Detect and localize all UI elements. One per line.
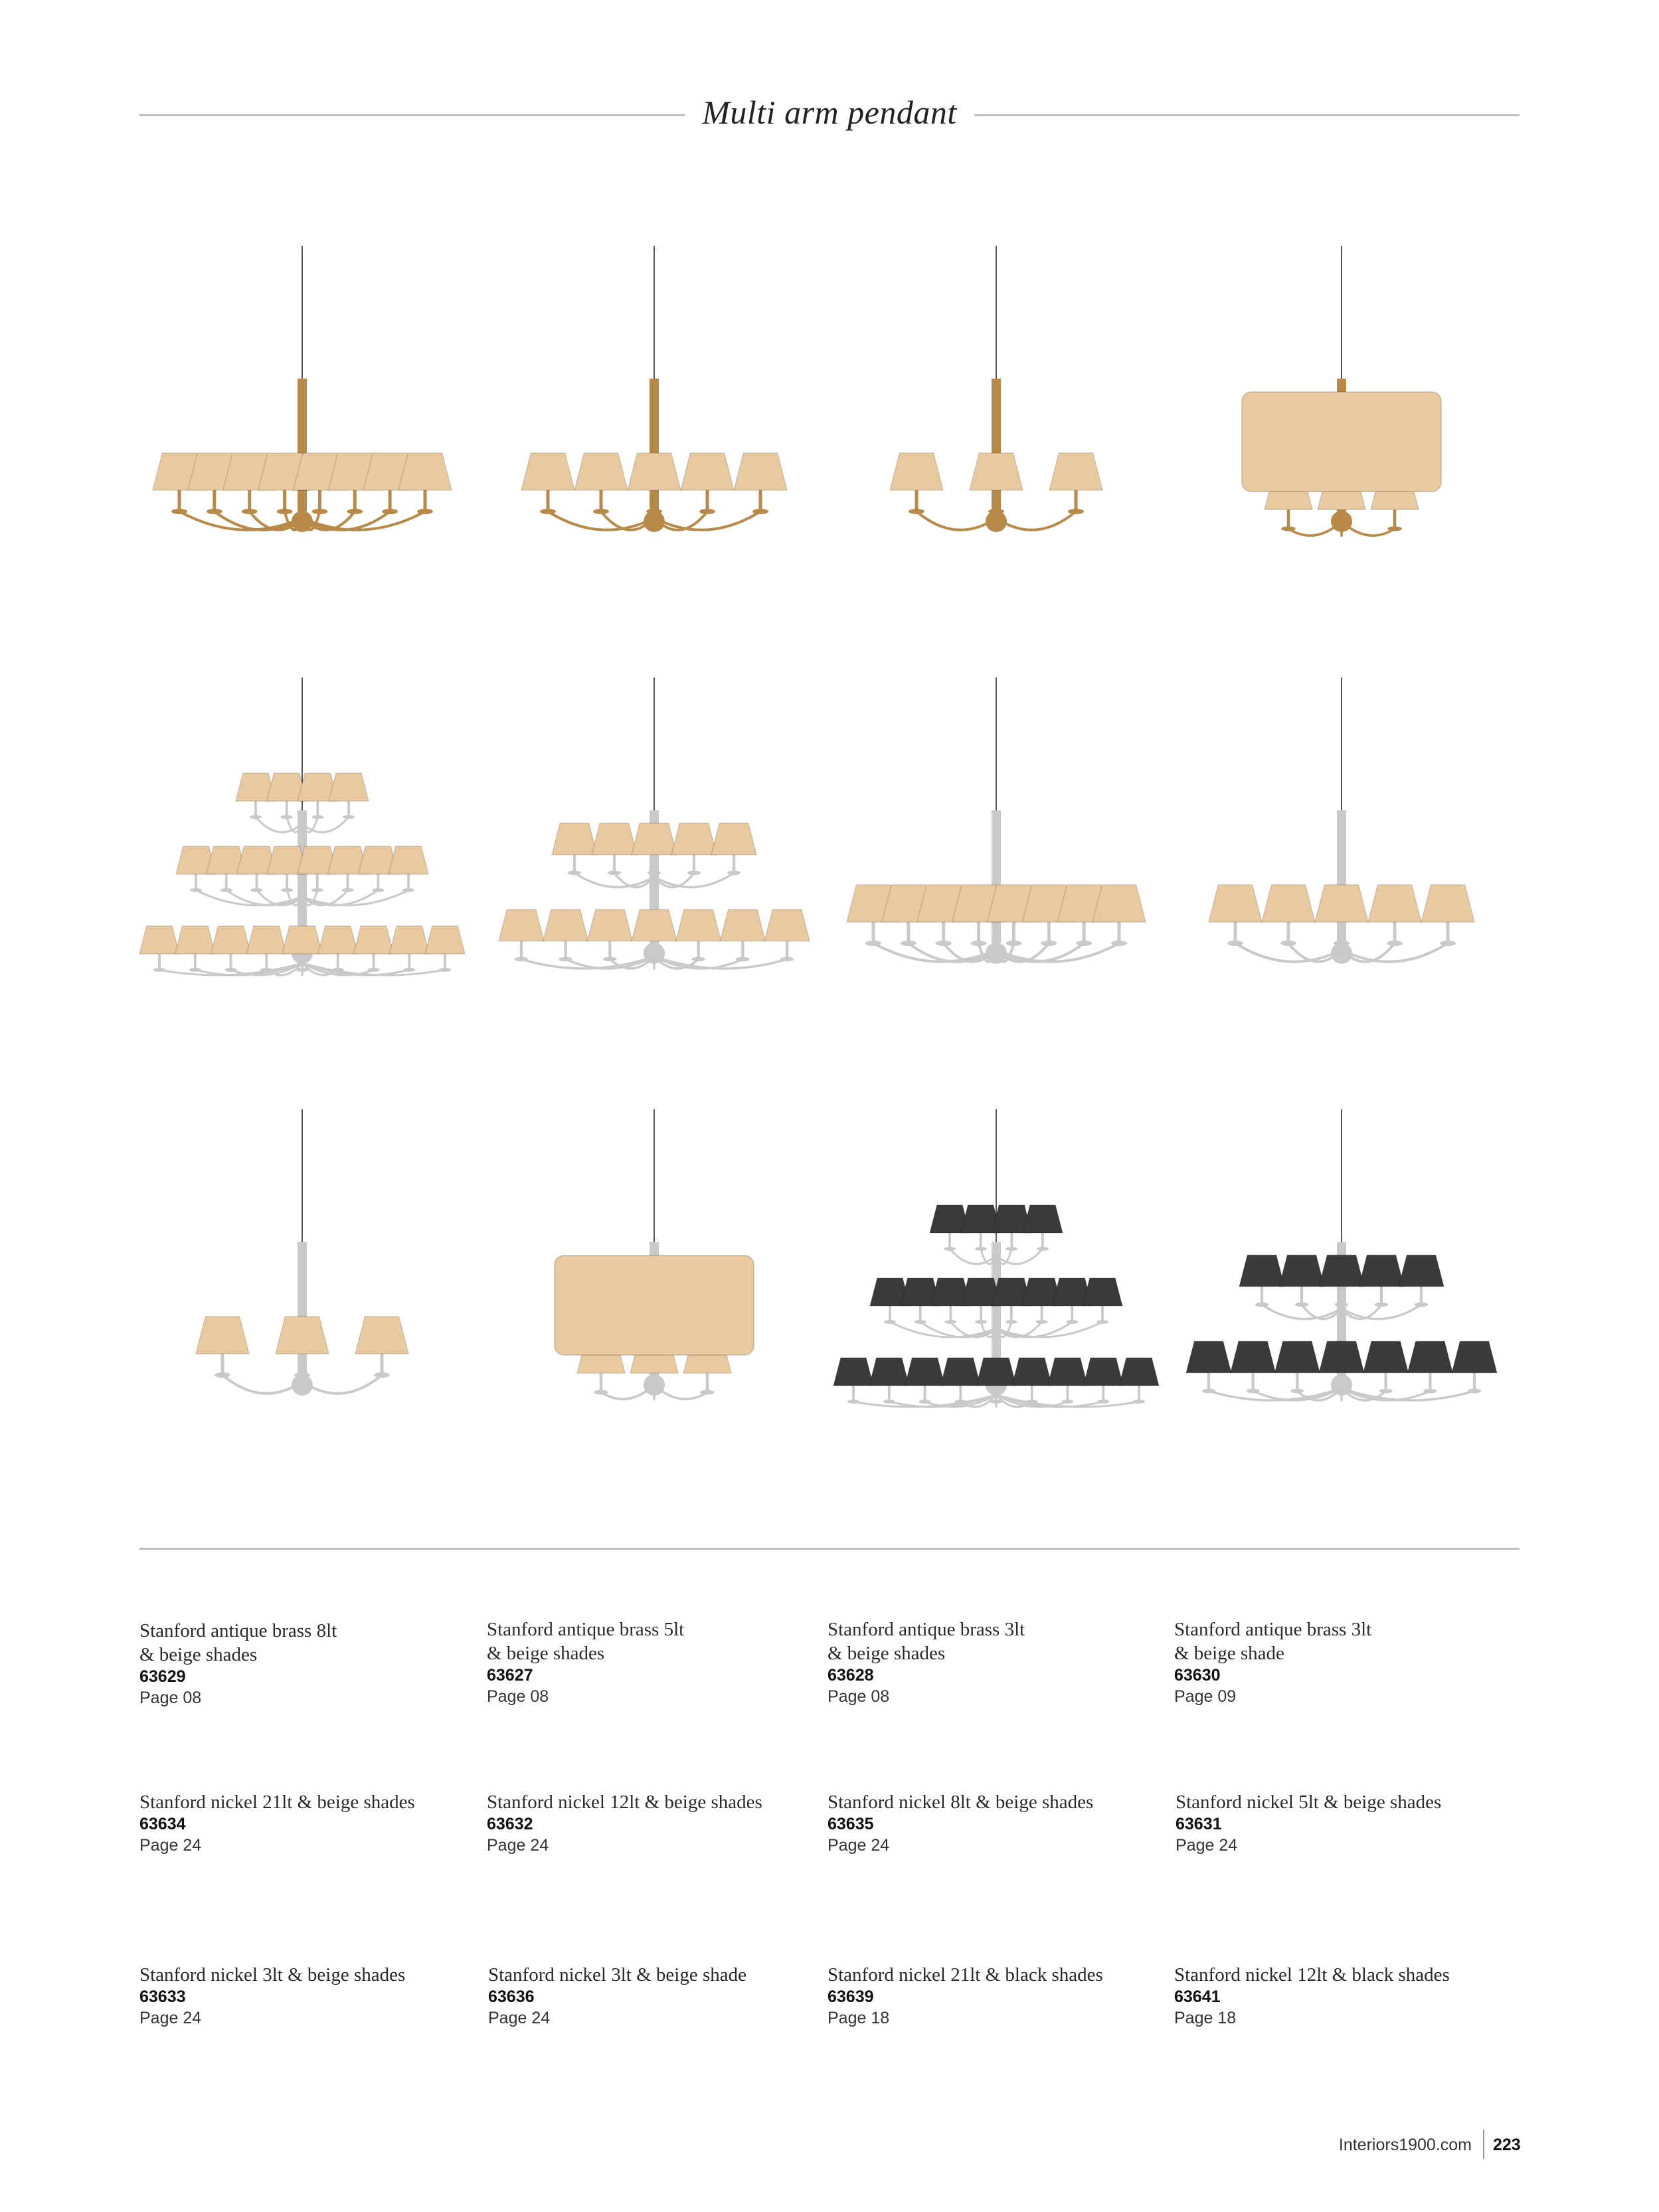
- section-rule: [139, 1548, 1520, 1550]
- lamp-shade-icon: [592, 823, 637, 855]
- product-image: [130, 1089, 475, 1461]
- product-name: Stanford nickel 5lt & beige shades: [1176, 1792, 1442, 1813]
- product-name: Stanford antique brass 5lt & beige shades: [487, 1619, 685, 1664]
- chandelier-icon: [1169, 1089, 1514, 1461]
- product-caption: [487, 1790, 819, 1857]
- drum-shade-icon: [1242, 392, 1441, 492]
- lamp-shade-icon: [1315, 885, 1368, 922]
- lamp-shade-icon: [329, 773, 369, 801]
- footer-website: Interiors1900.com: [1338, 2136, 1472, 2154]
- page-number: 223: [1493, 2136, 1521, 2154]
- lamp-shade-icon: [318, 926, 358, 954]
- lamp-shade-icon: [389, 846, 428, 874]
- lamp-shade-icon: [211, 926, 251, 954]
- lamp-shade-icon: [354, 926, 394, 954]
- chandelier-icon: [824, 658, 1169, 1030]
- lamp-shade-icon: [552, 823, 597, 855]
- lamp-shade-icon: [676, 909, 721, 941]
- lamp-shade-icon: [1049, 453, 1102, 490]
- product-code: 63639: [828, 1987, 874, 2006]
- product-name: Stanford nickel 3lt & beige shades: [139, 1964, 406, 1985]
- product-page-ref: Page 08: [828, 1687, 890, 1706]
- product-code: 63636: [488, 1987, 535, 2006]
- lamp-shade-icon: [869, 1358, 909, 1386]
- chandelier-icon: [130, 1089, 475, 1461]
- lamp-shade-icon: [587, 909, 632, 941]
- product-name: Stanford nickel 12lt & beige shades: [487, 1792, 762, 1813]
- lamp-shade-icon: [398, 453, 452, 490]
- lamp-shade-icon: [1083, 1278, 1122, 1306]
- product-caption: [139, 1963, 472, 2029]
- product-caption: [487, 1617, 819, 1708]
- product-page-ref: Page 08: [487, 1687, 549, 1706]
- lamp-shade-icon: [1421, 885, 1474, 922]
- lamp-shade-icon: [1407, 1341, 1452, 1373]
- lamp-shade-icon: [1359, 1255, 1404, 1287]
- product-image: [824, 658, 1169, 1030]
- product-page-ref: Page 24: [828, 1836, 890, 1855]
- lamp-shade-icon: [1274, 1341, 1320, 1373]
- product-image: [1169, 226, 1514, 598]
- chandelier-icon: [130, 226, 475, 598]
- product-page-ref: Page 09: [1174, 1687, 1237, 1706]
- lamp-shade-icon: [1012, 1358, 1052, 1386]
- product-name: Stanford antique brass 8lt & beige shades: [139, 1620, 337, 1665]
- lamp-shade-icon: [890, 453, 943, 490]
- product-caption: [488, 1963, 820, 2029]
- lamp-shade-icon: [1239, 1255, 1284, 1287]
- product-code: 63631: [1176, 1815, 1222, 1833]
- chandelier-icon: [481, 1089, 827, 1461]
- product-image: [824, 226, 1169, 598]
- lamp-shade-icon: [1363, 1341, 1409, 1373]
- product-code: 63630: [1174, 1666, 1221, 1685]
- lamp-shade-icon: [764, 909, 810, 941]
- product-name: Stanford nickel 21lt & beige shades: [139, 1792, 415, 1813]
- product-code: 63635: [828, 1815, 874, 1833]
- lamp-shade-icon: [139, 926, 179, 954]
- product-image: [130, 226, 475, 598]
- lamp-shade-icon: [1186, 1341, 1231, 1373]
- product-page-ref: Page 18: [828, 2009, 890, 2027]
- product-code: 63629: [139, 1667, 186, 1686]
- lamp-shade-icon: [632, 909, 677, 941]
- lamp-shade-icon: [175, 926, 215, 954]
- lamp-shade-icon: [276, 1317, 329, 1354]
- chandelier-icon: [1169, 226, 1514, 598]
- lamp-shade-icon: [355, 1317, 408, 1354]
- chandelier-icon: [481, 658, 827, 1030]
- lamp-shade-icon: [1279, 1255, 1324, 1287]
- lamp-shade-icon: [499, 909, 544, 941]
- product-caption: [1174, 1963, 1506, 2029]
- chandelier-icon: [824, 1089, 1169, 1461]
- product-code: 63628: [828, 1666, 874, 1685]
- lamp-shade-icon: [1209, 885, 1262, 922]
- lamp-shade-icon: [833, 1358, 873, 1386]
- page-title: [0, 93, 1659, 132]
- footer-divider: [1483, 2130, 1484, 2159]
- chandelier-icon: [1169, 658, 1514, 1030]
- product-page-ref: Page 24: [488, 2009, 551, 2027]
- lamp-shade-icon: [720, 909, 765, 941]
- lamp-shade-icon: [1048, 1358, 1088, 1386]
- drum-shade-icon: [555, 1255, 754, 1355]
- product-code: 63633: [139, 1987, 186, 2006]
- product-image: [824, 1089, 1169, 1461]
- lamp-shade-icon: [1319, 1341, 1364, 1373]
- product-image: [1169, 658, 1514, 1030]
- product-name: Stanford nickel 3lt & beige shade: [488, 1964, 746, 1985]
- product-page-ref: Page 24: [139, 1836, 202, 1855]
- product-name: Stanford nickel 8lt & beige shades: [828, 1792, 1094, 1813]
- product-caption: [139, 1790, 472, 1857]
- lamp-shade-icon: [246, 926, 286, 954]
- product-code: 63634: [139, 1815, 186, 1833]
- lamp-shade-icon: [425, 926, 465, 954]
- lamp-shade-icon: [671, 823, 717, 855]
- lamp-shade-icon: [734, 453, 787, 490]
- product-page-ref: Page 24: [487, 1836, 549, 1855]
- lamp-shade-icon: [628, 453, 681, 490]
- product-image: [481, 658, 827, 1030]
- lamp-shade-icon: [681, 453, 734, 490]
- lamp-shade-icon: [1023, 1205, 1063, 1233]
- product-name: Stanford nickel 12lt & black shades: [1174, 1964, 1450, 1985]
- product-page-ref: Page 24: [139, 2009, 202, 2027]
- product-caption: [1176, 1790, 1508, 1857]
- lamp-shade-icon: [282, 926, 322, 954]
- product-page-ref: Page 18: [1174, 2009, 1237, 2027]
- product-caption: [828, 1790, 1160, 1857]
- lamp-shade-icon: [1083, 1358, 1123, 1386]
- lamp-shade-icon: [632, 823, 677, 855]
- product-code: 63627: [487, 1666, 533, 1685]
- chandelier-icon: [481, 226, 827, 598]
- lamp-shade-icon: [1262, 885, 1315, 922]
- lamp-shade-icon: [521, 453, 574, 490]
- product-image: [130, 658, 475, 1030]
- lamp-shade-icon: [1368, 885, 1421, 922]
- product-caption: [1174, 1617, 1506, 1708]
- lamp-shade-icon: [711, 823, 756, 855]
- lamp-shade-icon: [1399, 1255, 1444, 1287]
- product-caption: [139, 1619, 472, 1709]
- lamp-shade-icon: [543, 909, 588, 941]
- product-image: [481, 226, 827, 598]
- product-caption: [828, 1963, 1160, 2029]
- product-page-ref: Page 08: [139, 1689, 202, 1707]
- page-title-text: Multi arm pendant: [685, 94, 974, 131]
- lamp-shade-icon: [1092, 885, 1146, 922]
- lamp-shade-icon: [940, 1358, 980, 1386]
- chandelier-icon: [130, 658, 475, 1030]
- product-name: Stanford antique brass 3lt & beige shade: [1174, 1619, 1372, 1664]
- product-caption: [828, 1617, 1160, 1708]
- lamp-shade-icon: [970, 453, 1023, 490]
- product-image: [481, 1089, 827, 1461]
- lamp-shade-icon: [1452, 1341, 1497, 1373]
- product-code: 63641: [1174, 1987, 1221, 2006]
- lamp-shade-icon: [196, 1317, 249, 1354]
- product-page-ref: Page 24: [1176, 1836, 1238, 1855]
- lamp-shade-icon: [1231, 1341, 1276, 1373]
- chandelier-icon: [824, 226, 1169, 598]
- lamp-shade-icon: [1319, 1255, 1364, 1287]
- product-name: Stanford nickel 21lt & black shades: [828, 1964, 1103, 1985]
- product-image: [1169, 1089, 1514, 1461]
- lamp-shade-icon: [1119, 1358, 1159, 1386]
- product-name: Stanford antique brass 3lt & beige shades: [828, 1619, 1025, 1664]
- lamp-shade-icon: [976, 1358, 1016, 1386]
- product-code: 63632: [487, 1815, 533, 1833]
- lamp-shade-icon: [905, 1358, 945, 1386]
- lamp-shade-icon: [389, 926, 429, 954]
- lamp-shade-icon: [574, 453, 628, 490]
